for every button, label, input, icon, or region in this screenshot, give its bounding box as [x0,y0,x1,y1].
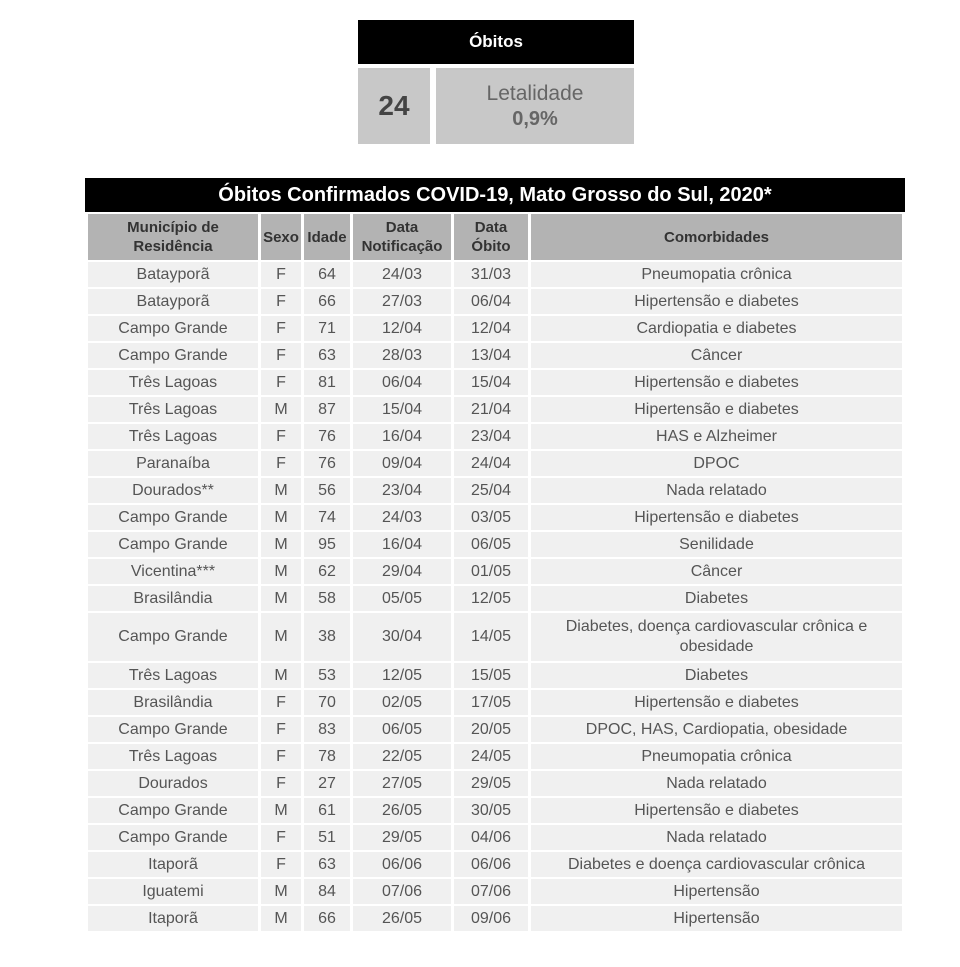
cell-sexo: F [261,690,301,715]
cell-idade: 84 [304,879,350,904]
cell-notificacao: 27/03 [353,289,451,314]
table-row [88,586,902,611]
table-row [88,690,902,715]
cell-idade: 71 [304,316,350,341]
cell-notificacao: 05/05 [353,586,451,611]
death-count: 24 [358,68,430,144]
cell-obito: 06/04 [454,289,528,314]
cell-idade: 87 [304,397,350,422]
cell-notificacao: 16/04 [353,424,451,449]
header-sexo: Sexo [261,214,301,260]
deaths-table-container [85,178,905,933]
cell-idade: 56 [304,478,350,503]
cell-comorbidades: Hipertensão [531,879,902,904]
cell-obito: 13/04 [454,343,528,368]
cell-sexo: M [261,906,301,931]
cell-idade: 66 [304,289,350,314]
cell-obito: 15/04 [454,370,528,395]
table-row [88,289,902,314]
cell-municipio: Campo Grande [88,825,258,850]
cell-comorbidades: Pneumopatia crônica [531,744,902,769]
cell-municipio: Dourados** [88,478,258,503]
cell-obito: 20/05 [454,717,528,742]
cell-municipio: Três Lagoas [88,370,258,395]
cell-notificacao: 22/05 [353,744,451,769]
cell-sexo: F [261,825,301,850]
cell-notificacao: 02/05 [353,690,451,715]
cell-sexo: M [261,586,301,611]
cell-comorbidades: Hipertensão e diabetes [531,505,902,530]
table-title: Óbitos Confirmados COVID-19, Mato Grosso do Sul, 2020* [85,178,905,212]
cell-obito: 14/05 [454,613,528,661]
table-row [88,343,902,368]
cell-idade: 61 [304,798,350,823]
cell-notificacao: 27/05 [353,771,451,796]
cell-idade: 58 [304,586,350,611]
cell-municipio: Três Lagoas [88,744,258,769]
cell-municipio: Paranaíba [88,451,258,476]
cell-obito: 06/05 [454,532,528,557]
cell-idade: 64 [304,262,350,287]
cell-sexo: M [261,613,301,661]
table-row [88,852,902,877]
deaths-table [85,212,905,933]
cell-sexo: F [261,289,301,314]
cell-obito: 29/05 [454,771,528,796]
cell-municipio: Dourados [88,771,258,796]
cell-obito: 24/04 [454,451,528,476]
cell-notificacao: 26/05 [353,798,451,823]
cell-municipio: Três Lagoas [88,424,258,449]
cell-municipio: Batayporã [88,289,258,314]
table-body [88,262,902,931]
cell-obito: 03/05 [454,505,528,530]
cell-idade: 66 [304,906,350,931]
cell-notificacao: 15/04 [353,397,451,422]
table-row [88,451,902,476]
cell-municipio: Iguatemi [88,879,258,904]
cell-notificacao: 23/04 [353,478,451,503]
cell-municipio: Brasilândia [88,690,258,715]
cell-sexo: F [261,424,301,449]
table-header-row [88,214,902,260]
table-row [88,798,902,823]
cell-municipio: Vicentina*** [88,559,258,584]
cell-municipio: Brasilândia [88,586,258,611]
table-row [88,663,902,688]
cell-notificacao: 29/05 [353,825,451,850]
cell-sexo: F [261,343,301,368]
cell-comorbidades: Diabetes [531,663,902,688]
cell-obito: 04/06 [454,825,528,850]
cell-notificacao: 26/05 [353,906,451,931]
cell-municipio: Três Lagoas [88,397,258,422]
cell-obito: 23/04 [454,424,528,449]
header-idade: Idade [304,214,350,260]
cell-idade: 70 [304,690,350,715]
cell-idade: 51 [304,825,350,850]
cell-obito: 30/05 [454,798,528,823]
table-row [88,613,902,661]
cell-idade: 63 [304,852,350,877]
cell-comorbidades: Nada relatado [531,478,902,503]
cell-comorbidades: Nada relatado [531,771,902,796]
table-row [88,825,902,850]
cell-comorbidades: HAS e Alzheimer [531,424,902,449]
deaths-summary [358,20,634,144]
cell-comorbidades: Hipertensão e diabetes [531,289,902,314]
cell-obito: 21/04 [454,397,528,422]
cell-comorbidades: Pneumopatia crônica [531,262,902,287]
cell-sexo: F [261,262,301,287]
cell-comorbidades: Cardiopatia e diabetes [531,316,902,341]
cell-obito: 12/04 [454,316,528,341]
cell-municipio: Itaporã [88,852,258,877]
cell-idade: 53 [304,663,350,688]
cell-notificacao: 12/05 [353,663,451,688]
cell-obito: 01/05 [454,559,528,584]
cell-comorbidades: Diabetes [531,586,902,611]
cell-municipio: Campo Grande [88,717,258,742]
cell-comorbidades: Hipertensão [531,906,902,931]
cell-sexo: F [261,316,301,341]
cell-obito: 15/05 [454,663,528,688]
cell-obito: 17/05 [454,690,528,715]
cell-notificacao: 06/06 [353,852,451,877]
table-row [88,505,902,530]
cell-idade: 63 [304,343,350,368]
cell-comorbidades: Nada relatado [531,825,902,850]
cell-obito: 31/03 [454,262,528,287]
cell-notificacao: 24/03 [353,262,451,287]
cell-idade: 78 [304,744,350,769]
cell-idade: 83 [304,717,350,742]
cell-notificacao: 16/04 [353,532,451,557]
cell-comorbidades: Hipertensão e diabetes [531,370,902,395]
table-row [88,906,902,931]
table-row [88,478,902,503]
cell-municipio: Campo Grande [88,505,258,530]
cell-sexo: F [261,771,301,796]
cell-municipio: Três Lagoas [88,663,258,688]
cell-notificacao: 24/03 [353,505,451,530]
lethality-label: Letalidade [486,81,584,105]
cell-notificacao: 07/06 [353,879,451,904]
cell-municipio: Campo Grande [88,343,258,368]
cell-obito: 07/06 [454,879,528,904]
cell-obito: 09/06 [454,906,528,931]
cell-municipio: Campo Grande [88,316,258,341]
cell-comorbidades: Diabetes, doença cardiovascular crônica e obesidade [531,613,902,661]
cell-comorbidades: Câncer [531,559,902,584]
cell-notificacao: 28/03 [353,343,451,368]
cell-municipio: Campo Grande [88,613,258,661]
cell-idade: 76 [304,424,350,449]
summary-header: Óbitos [358,20,634,64]
summary-row [358,68,634,144]
cell-notificacao: 30/04 [353,613,451,661]
table-row [88,397,902,422]
cell-sexo: M [261,663,301,688]
cell-notificacao: 06/05 [353,717,451,742]
cell-sexo: M [261,397,301,422]
cell-municipio: Campo Grande [88,798,258,823]
cell-idade: 81 [304,370,350,395]
cell-idade: 62 [304,559,350,584]
table-row [88,559,902,584]
table-row [88,717,902,742]
header-obito: Data Óbito [454,214,528,260]
cell-sexo: F [261,451,301,476]
cell-sexo: M [261,505,301,530]
cell-obito: 06/06 [454,852,528,877]
table-row [88,744,902,769]
cell-idade: 74 [304,505,350,530]
cell-municipio: Batayporã [88,262,258,287]
cell-notificacao: 12/04 [353,316,451,341]
lethality-box [436,68,634,144]
cell-comorbidades: Hipertensão e diabetes [531,798,902,823]
cell-notificacao: 09/04 [353,451,451,476]
table-row [88,316,902,341]
cell-obito: 24/05 [454,744,528,769]
cell-sexo: M [261,559,301,584]
cell-sexo: M [261,879,301,904]
cell-comorbidades: Senilidade [531,532,902,557]
cell-sexo: F [261,370,301,395]
cell-sexo: M [261,798,301,823]
cell-sexo: M [261,532,301,557]
cell-sexo: F [261,852,301,877]
cell-comorbidades: Hipertensão e diabetes [531,397,902,422]
cell-notificacao: 06/04 [353,370,451,395]
table-row [88,532,902,557]
table-row [88,771,902,796]
cell-obito: 25/04 [454,478,528,503]
cell-sexo: F [261,744,301,769]
header-municipio: Município de Residência [88,214,258,260]
header-notificacao: Data Notificação [353,214,451,260]
cell-comorbidades: Hipertensão e diabetes [531,690,902,715]
cell-comorbidades: DPOC [531,451,902,476]
cell-sexo: F [261,717,301,742]
cell-obito: 12/05 [454,586,528,611]
cell-comorbidades: Diabetes e doença cardiovascular crônica [531,852,902,877]
cell-idade: 95 [304,532,350,557]
table-row [88,424,902,449]
table-row [88,879,902,904]
cell-municipio: Itaporã [88,906,258,931]
cell-idade: 76 [304,451,350,476]
cell-sexo: M [261,478,301,503]
table-row [88,262,902,287]
header-comorbidades: Comorbidades [531,214,902,260]
cell-notificacao: 29/04 [353,559,451,584]
lethality-value: 0,9% [512,107,558,130]
cell-municipio: Campo Grande [88,532,258,557]
cell-comorbidades: Câncer [531,343,902,368]
table-row [88,370,902,395]
cell-comorbidades: DPOC, HAS, Cardiopatia, obesidade [531,717,902,742]
cell-idade: 38 [304,613,350,661]
cell-idade: 27 [304,771,350,796]
